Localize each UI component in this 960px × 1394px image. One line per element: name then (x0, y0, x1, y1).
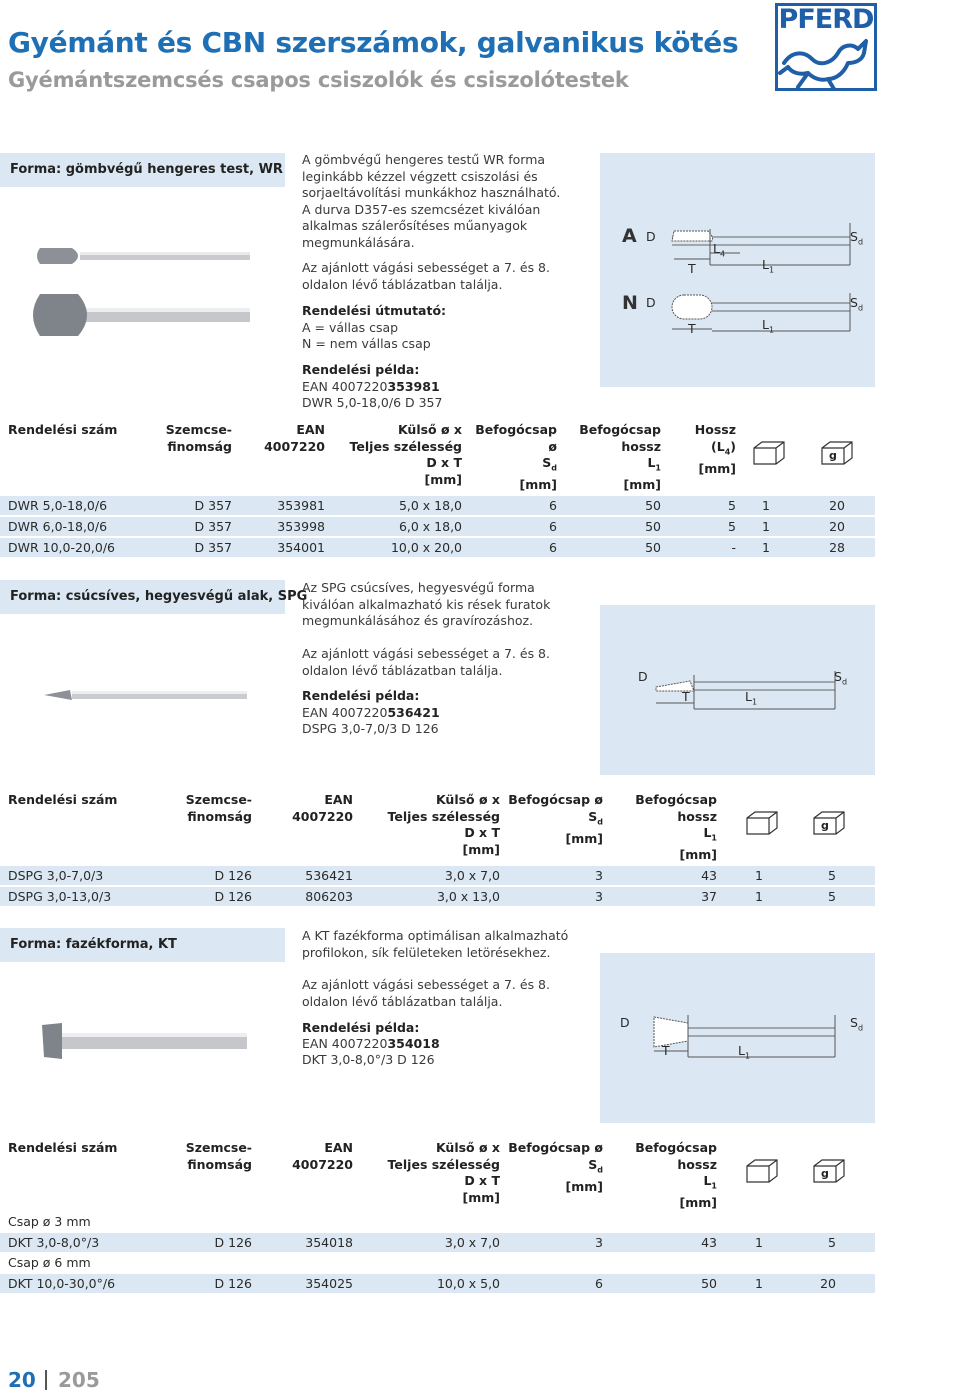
cell-grit: D 126 (214, 1276, 252, 1291)
cell-shank-length: 37 (701, 889, 717, 904)
order-guide-n: N = nem vállas csap (302, 336, 431, 351)
col-shank-diameter: Befogócsap ø $S_d$ [mm] (508, 792, 603, 846)
cell-shank-diameter: 6 (595, 1276, 603, 1291)
weight-box-icon (812, 810, 846, 841)
table-header-kt (0, 1140, 875, 1210)
technical-drawing-spg (600, 605, 875, 775)
package-icon (745, 1158, 779, 1189)
cell-grit: D 357 (194, 540, 232, 555)
drawing-l4: $L_4$ (713, 241, 726, 259)
example-code-kt: DKT 3,0-8,0°/3 D 126 (302, 1052, 435, 1067)
table-row (0, 538, 875, 557)
drawing-d: D (638, 669, 648, 684)
product-image-kt (0, 963, 285, 1123)
description-wr: A gömbvégű hengeres testű WR forma leginkább kézzel végzett csiszolási és sorjaeltávolítási munkákhoz használható. A durva D357-es szemcsézet kiválóan alkalmas szálerősítéses műanyagok megmunkálására. (302, 152, 561, 250)
speed-note-wr: Az ajánlott vágási sebességet a 7. és 8. oldalon lévő táblázatban találja. (302, 260, 550, 292)
col-order-no: Rendelési szám (8, 422, 118, 437)
weight-label: g (821, 819, 829, 832)
col-order-no: Rendelési szám (8, 792, 118, 807)
order-guide-title: Rendelési útmutató: (302, 303, 447, 318)
cell-shank-diameter: 6 (549, 540, 557, 555)
logo-text: PFERD (778, 4, 874, 35)
cell-shank-diameter: 3 (595, 889, 603, 904)
page-subtitle: Gyémántszemcsés csapos csiszolók és csiszolótestek (8, 68, 629, 92)
table-row (0, 887, 875, 906)
col-grit: Szemcse- finomság (185, 1140, 252, 1172)
speed-note-kt: Az ajánlott vágási sebességet a 7. és 8. oldalon lévő táblázatban találja. (302, 977, 550, 1009)
cell-dimensions: 6,0 x 18,0 (398, 519, 462, 534)
cell-length-l4: 5 (728, 519, 736, 534)
cell-ean: 806203 (305, 889, 353, 904)
cell-ean: 354025 (305, 1276, 353, 1291)
weight-box-icon (820, 440, 854, 471)
cell-order-no: DSPG 3,0-13,0/3 (8, 889, 112, 904)
example-title-kt: Rendelési példa: (302, 1020, 420, 1035)
drawing-l1: $L_1$ (745, 689, 758, 707)
table-row (0, 517, 875, 536)
drawing-t: T (662, 1043, 670, 1058)
cell-grit: D 357 (194, 498, 232, 513)
order-guide-a: A = vállas csap (302, 320, 399, 335)
cell-weight: 20 (829, 498, 845, 513)
cell-package: 1 (762, 540, 770, 555)
cell-shank-length: 43 (701, 868, 717, 883)
product-image-spg (0, 615, 285, 770)
cell-weight: 20 (829, 519, 845, 534)
cell-order-no: DKT 3,0-8,0°/3 (8, 1235, 100, 1250)
drawing-label-n: N (622, 292, 638, 314)
description-kt: A KT fazékforma optimálisan alkalmazható profilokon, sík felületeken letörésekhez. (302, 928, 569, 960)
col-ean: EAN 4007220 (292, 792, 353, 824)
cell-ean: 353998 (277, 519, 325, 534)
example-title-spg: Rendelési példa: (302, 688, 420, 703)
drawing-d: D (620, 1015, 630, 1030)
shank-subheading: Csap ø 6 mm (8, 1255, 91, 1270)
drawing-d-a: D (646, 229, 656, 244)
cell-grit: D 126 (214, 889, 252, 904)
description-spg: Az SPG csúcsíves, hegyesvégű forma kiválóan alkalmazható kis rések furatok megmunkálásához és gravírozáshoz. (302, 580, 551, 628)
col-dimensions: Külső ø x Teljes szélesség D x T [mm] (349, 422, 462, 487)
speed-note-spg: Az ajánlott vágási sebességet a 7. és 8. oldalon lévő táblázatban találja. (302, 646, 550, 678)
cell-package: 1 (755, 868, 763, 883)
page-number-left: 20 (8, 1368, 36, 1392)
col-dimensions: Külső ø x Teljes szélesség D x T [mm] (387, 792, 500, 857)
cell-order-no: DWR 5,0-18,0/6 (8, 498, 108, 513)
col-ean: EAN 4007220 (264, 422, 325, 454)
product-image-wr (0, 188, 285, 388)
table-row (0, 1274, 875, 1293)
cell-package: 1 (755, 889, 763, 904)
cell-ean: 354001 (277, 540, 325, 555)
horse-icon (778, 33, 874, 91)
cell-shank-length: 50 (645, 519, 661, 534)
cell-weight: 20 (820, 1276, 836, 1291)
cell-package: 1 (762, 519, 770, 534)
drawing-d-n: D (646, 295, 656, 310)
drawing-sd-n: $S_d$ (850, 295, 864, 313)
cell-package: 1 (755, 1276, 763, 1291)
table-header-wr (0, 422, 875, 494)
cell-order-no: DKT 10,0-30,0°/6 (8, 1276, 116, 1291)
col-grit: Szemcse- finomság (165, 422, 232, 454)
cell-package: 1 (762, 498, 770, 513)
weight-label: g (829, 449, 837, 462)
table-row (0, 496, 875, 515)
example-ean-kt: EAN 4007220354018 (302, 1036, 440, 1051)
col-shank-length: Befogócsap hossz $L_1$ [mm] (635, 792, 717, 862)
example-ean-wr: EAN 4007220353981 (302, 379, 440, 394)
cell-shank-length: 50 (645, 498, 661, 513)
cell-weight: 28 (829, 540, 845, 555)
example-code-spg: DSPG 3,0-7,0/3 D 126 (302, 721, 439, 736)
weight-label: g (821, 1167, 829, 1180)
shank-subheading: Csap ø 3 mm (8, 1214, 91, 1229)
cell-weight: 5 (828, 1235, 836, 1250)
cell-ean: 536421 (305, 868, 353, 883)
example-ean-spg: EAN 4007220536421 (302, 705, 440, 720)
cell-grit: D 126 (214, 1235, 252, 1250)
cell-shank-diameter: 6 (549, 498, 557, 513)
package-icon (745, 810, 779, 841)
col-shank-diameter: Befogócsap ø $S_d$ [mm] (508, 1140, 603, 1194)
col-grit: Szemcse- finomság (185, 792, 252, 824)
cell-shank-length: 43 (701, 1235, 717, 1250)
technical-drawing-wr (600, 153, 875, 387)
cell-grit: D 357 (194, 519, 232, 534)
page-title: Gyémánt és CBN szerszámok, galvanikus kötés (8, 26, 739, 59)
drawing-t-n: T (688, 321, 696, 336)
table-header-spg (0, 792, 875, 862)
cell-shank-diameter: 3 (595, 1235, 603, 1250)
cell-length-l4: - (731, 540, 736, 555)
weight-box-icon (812, 1158, 846, 1189)
cell-dimensions: 3,0 x 7,0 (444, 1235, 500, 1250)
drawing-l1-a: $L_1$ (762, 257, 775, 275)
cell-dimensions: 10,0 x 20,0 (390, 540, 462, 555)
table-row (0, 866, 875, 885)
cell-dimensions: 3,0 x 13,0 (436, 889, 500, 904)
example-title-wr: Rendelési példa: (302, 362, 420, 377)
col-length-l4: Hossz $(L_4)$ [mm] (694, 422, 736, 476)
pferd-logo (775, 3, 877, 91)
cell-shank-diameter: 6 (549, 519, 557, 534)
cell-shank-length: 50 (645, 540, 661, 555)
drawing-l1-n: $L_1$ (762, 317, 775, 335)
cell-ean: 354018 (305, 1235, 353, 1250)
cell-shank-length: 50 (701, 1276, 717, 1291)
technical-drawing-kt (600, 953, 875, 1123)
cell-dimensions: 10,0 x 5,0 (436, 1276, 500, 1291)
form-label-kt: Forma: fazékforma, KT (10, 937, 177, 952)
cell-order-no: DWR 6,0-18,0/6 (8, 519, 108, 534)
drawing-sd: $S_d$ (834, 669, 848, 687)
drawing-sd: $S_d$ (850, 1015, 864, 1033)
cell-length-l4: 5 (728, 498, 736, 513)
page-divider (45, 1370, 47, 1390)
drawing-t: T (682, 689, 690, 704)
drawing-label-a: A (622, 225, 637, 247)
cell-shank-diameter: 3 (595, 868, 603, 883)
col-ean: EAN 4007220 (292, 1140, 353, 1172)
cell-weight: 5 (828, 868, 836, 883)
drawing-sd-a: $S_d$ (850, 229, 864, 247)
cell-order-no: DSPG 3,0-7,0/3 (8, 868, 104, 883)
cell-grit: D 126 (214, 868, 252, 883)
drawing-t-a: T (688, 261, 696, 276)
form-label-wr: Forma: gömbvégű hengeres test, WR (10, 162, 283, 177)
page-number-right: 205 (58, 1368, 100, 1392)
form-label-spg: Forma: csúcsíves, hegyesvégű alak, SPG (10, 589, 308, 604)
cell-order-no: DWR 10,0-20,0/6 (8, 540, 115, 555)
cell-ean: 353981 (277, 498, 325, 513)
cell-weight: 5 (828, 889, 836, 904)
cell-package: 1 (755, 1235, 763, 1250)
example-code-wr: DWR 5,0-18,0/6 D 357 (302, 395, 443, 410)
col-shank-length: Befogócsap hossz $L_1$ [mm] (635, 1140, 717, 1210)
package-icon (752, 440, 786, 471)
col-dimensions: Külső ø x Teljes szélesség D x T [mm] (387, 1140, 500, 1205)
cell-dimensions: 5,0 x 18,0 (398, 498, 462, 513)
col-order-no: Rendelési szám (8, 1140, 118, 1155)
table-row (0, 1233, 875, 1252)
drawing-l1: $L_1$ (738, 1043, 751, 1061)
col-shank-diameter: Befogócsap ø $S_d$ [mm] (475, 422, 557, 492)
col-shank-length: Befogócsap hossz $L_1$ [mm] (579, 422, 661, 492)
cell-dimensions: 3,0 x 7,0 (444, 868, 500, 883)
